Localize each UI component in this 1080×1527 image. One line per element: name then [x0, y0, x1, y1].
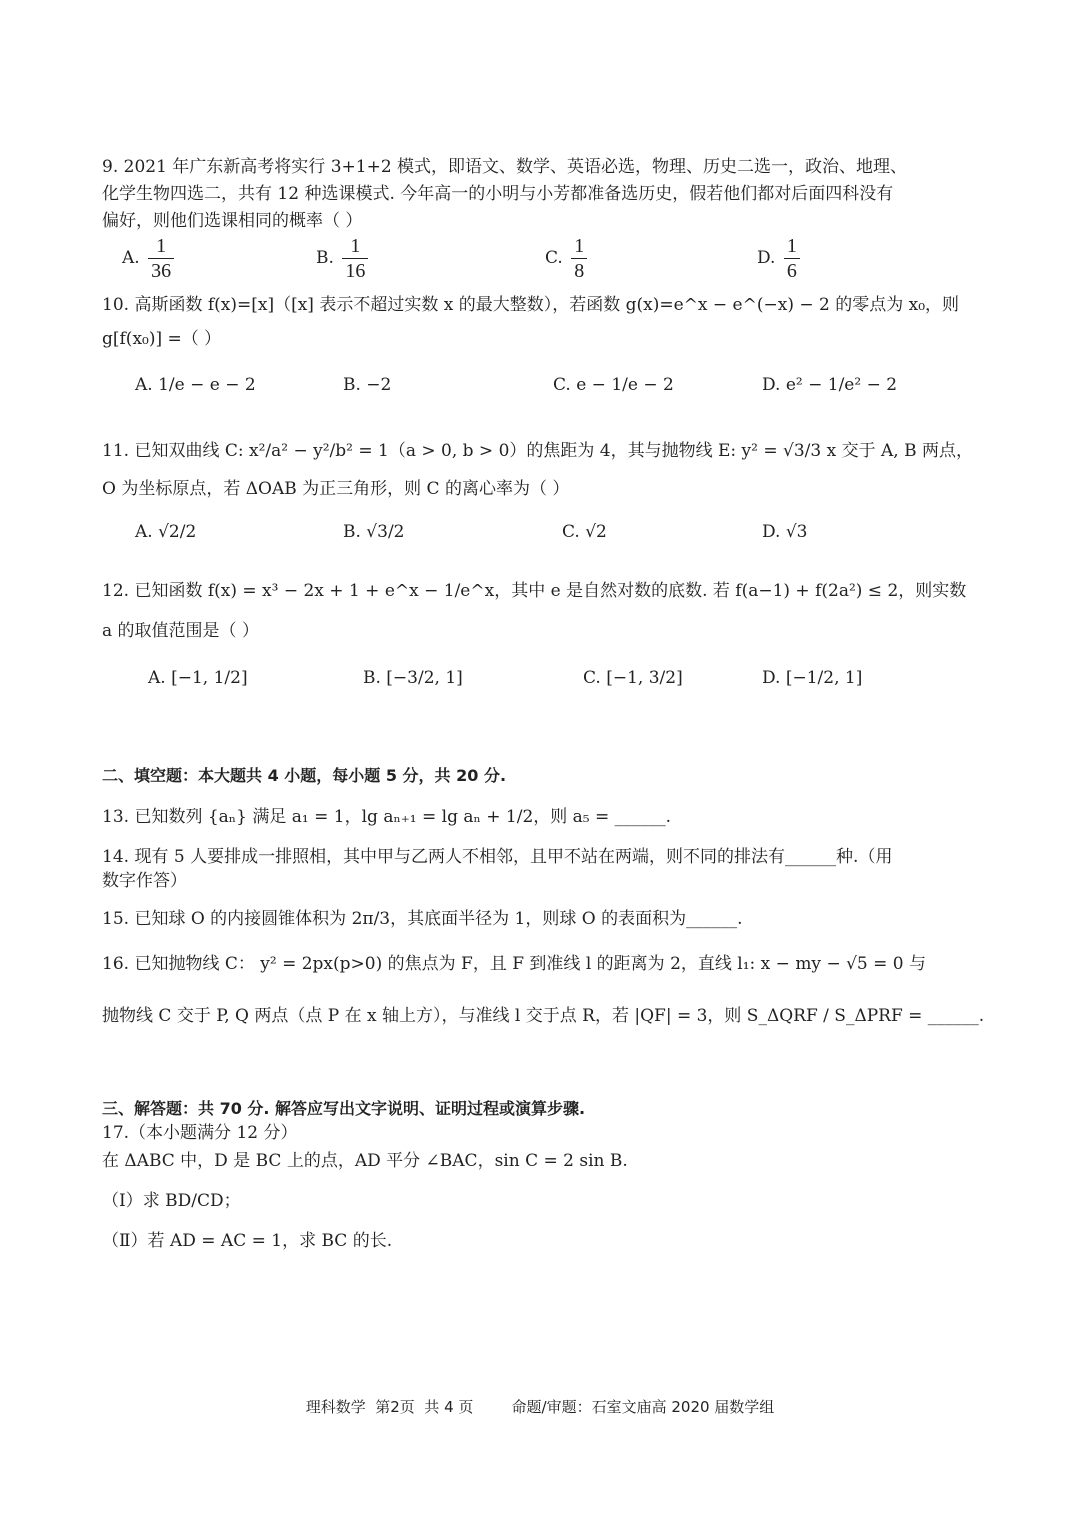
q12-option-a: A. [−1, 1/2] [148, 668, 248, 688]
q11-line2: O 为坐标原点，若 ΔOAB 为正三角形，则 C 的离心率为（ ） [102, 479, 570, 499]
q11-option-d: D. √3 [762, 522, 808, 542]
option-label: A. [122, 248, 140, 268]
q15: 15. 已知球 O 的内接圆锥体积为 2π/3，其底面半径为 1，则球 O 的表面积为______. [102, 909, 743, 929]
fraction-denominator: 16 [345, 260, 366, 282]
q16-line2: 抛物线 C 交于 P, Q 两点（点 P 在 x 轴上方），与准线 l 交于点 R，若 |QF| = 3，则 S_ΔQRF / S_ΔPRF = ______. [102, 1006, 985, 1026]
fraction-denominator: 36 [151, 260, 172, 282]
q11-line1: 11. 已知双曲线 C: x²/a² − y²/b² = 1（a > 0, b > 0）的焦距为 4，其与抛物线 E: y² = √3/3 x 交于 A, B 两点， [102, 441, 973, 461]
q9-option-d [757, 234, 803, 283]
option-label: B. [316, 248, 334, 268]
q17-stem: 在 ΔABC 中，D 是 BC 上的点，AD 平分 ∠BAC，sin C = 2 sin B. [102, 1151, 628, 1171]
option-label: D. [757, 248, 776, 268]
q17-part1: （Ⅰ）求 BD/CD； [102, 1191, 241, 1211]
q17-part2: （Ⅱ）若 AD = AC = 1，求 BC 的长. [102, 1231, 393, 1251]
section-answer-heading: 三、解答题：共 70 分. 解答应写出文字说明、证明过程或演算步骤. [102, 1099, 586, 1118]
q9-line1: 9. 2021 年广东新高考将实行 3+1+2 模式，即语文、数学、英语必选，物理、历史二选一，政治、地理、 [102, 157, 908, 177]
fraction-numerator: 1 [342, 234, 368, 259]
q17-title: 17.（本小题满分 12 分） [102, 1123, 298, 1143]
q10-line1: 10. 高斯函数 f(x)=[x]（[x] 表示不超过实数 x 的最大整数），若函数 g(x)=e^x − e^(−x) − 2 的零点为 x₀，则 [102, 295, 960, 315]
q9-line3: 偏好，则他们选课相同的概率（ ） [102, 211, 363, 231]
q16-line1: 16. 已知抛物线 C： y² = 2px(p>0) 的焦点为 F，且 F 到准线 l 的距离为 2，直线 l₁: x − my − √5 = 0 与 [102, 954, 927, 974]
q9-option-a [122, 234, 177, 283]
q12-option-b: B. [−3/2, 1] [363, 668, 463, 688]
q11-option-b: B. √3/2 [343, 522, 405, 542]
fraction-denominator: 8 [574, 260, 585, 282]
q11-option-a: A. √2/2 [135, 522, 197, 542]
option-label: C. [545, 248, 563, 268]
section-fill-in-heading: 二、填空题：本大题共 4 小题，每小题 5 分，共 20 分. [102, 766, 507, 785]
q9-line2: 化学生物四选二，共有 12 种选课模式. 今年高一的小明与小芳都准备选历史，假若他们都对后面四科没有 [102, 184, 894, 204]
q9-option-c [545, 234, 590, 283]
q10-option-a: A. 1/e − e − 2 [135, 375, 256, 395]
fraction-numerator: 1 [148, 234, 174, 259]
q12-option-c: C. [−1, 3/2] [583, 668, 683, 688]
page-footer: 理科数学 第2页 共 4 页 命题/审题：石室文庙高 2020 届数学组 [305, 1398, 775, 1416]
q10-line2: g[f(x₀)] =（ ） [102, 329, 222, 349]
q11-option-c: C. √2 [562, 522, 607, 542]
q12-option-d: D. [−1/2, 1] [762, 668, 863, 688]
fraction-denominator: 6 [786, 260, 797, 282]
q9-option-b [316, 234, 371, 283]
fraction-numerator: 1 [784, 234, 800, 259]
q14-line1: 14. 现有 5 人要排成一排照相，其中甲与乙两人不相邻，且甲不站在两端，则不同的排法有______种.（用 [102, 847, 893, 867]
q10-option-d: D. e² − 1/e² − 2 [762, 375, 898, 395]
q10-option-c: C. e − 1/e − 2 [553, 375, 674, 395]
fraction-numerator: 1 [571, 234, 587, 259]
q12-line2: a 的取值范围是（ ） [102, 621, 259, 641]
q13: 13. 已知数列 {aₙ} 满足 a₁ = 1，lg aₙ₊₁ = lg aₙ + 1/2，则 a₅ = ______. [102, 807, 672, 827]
q10-option-b: B. −2 [343, 375, 392, 395]
q12-line1: 12. 已知函数 f(x) = x³ − 2x + 1 + e^x − 1/e^x，其中 e 是自然对数的底数. 若 f(a−1) + f(2a²) ≤ 2，则实数 [102, 581, 967, 601]
q14-line2: 数字作答） [102, 871, 187, 891]
